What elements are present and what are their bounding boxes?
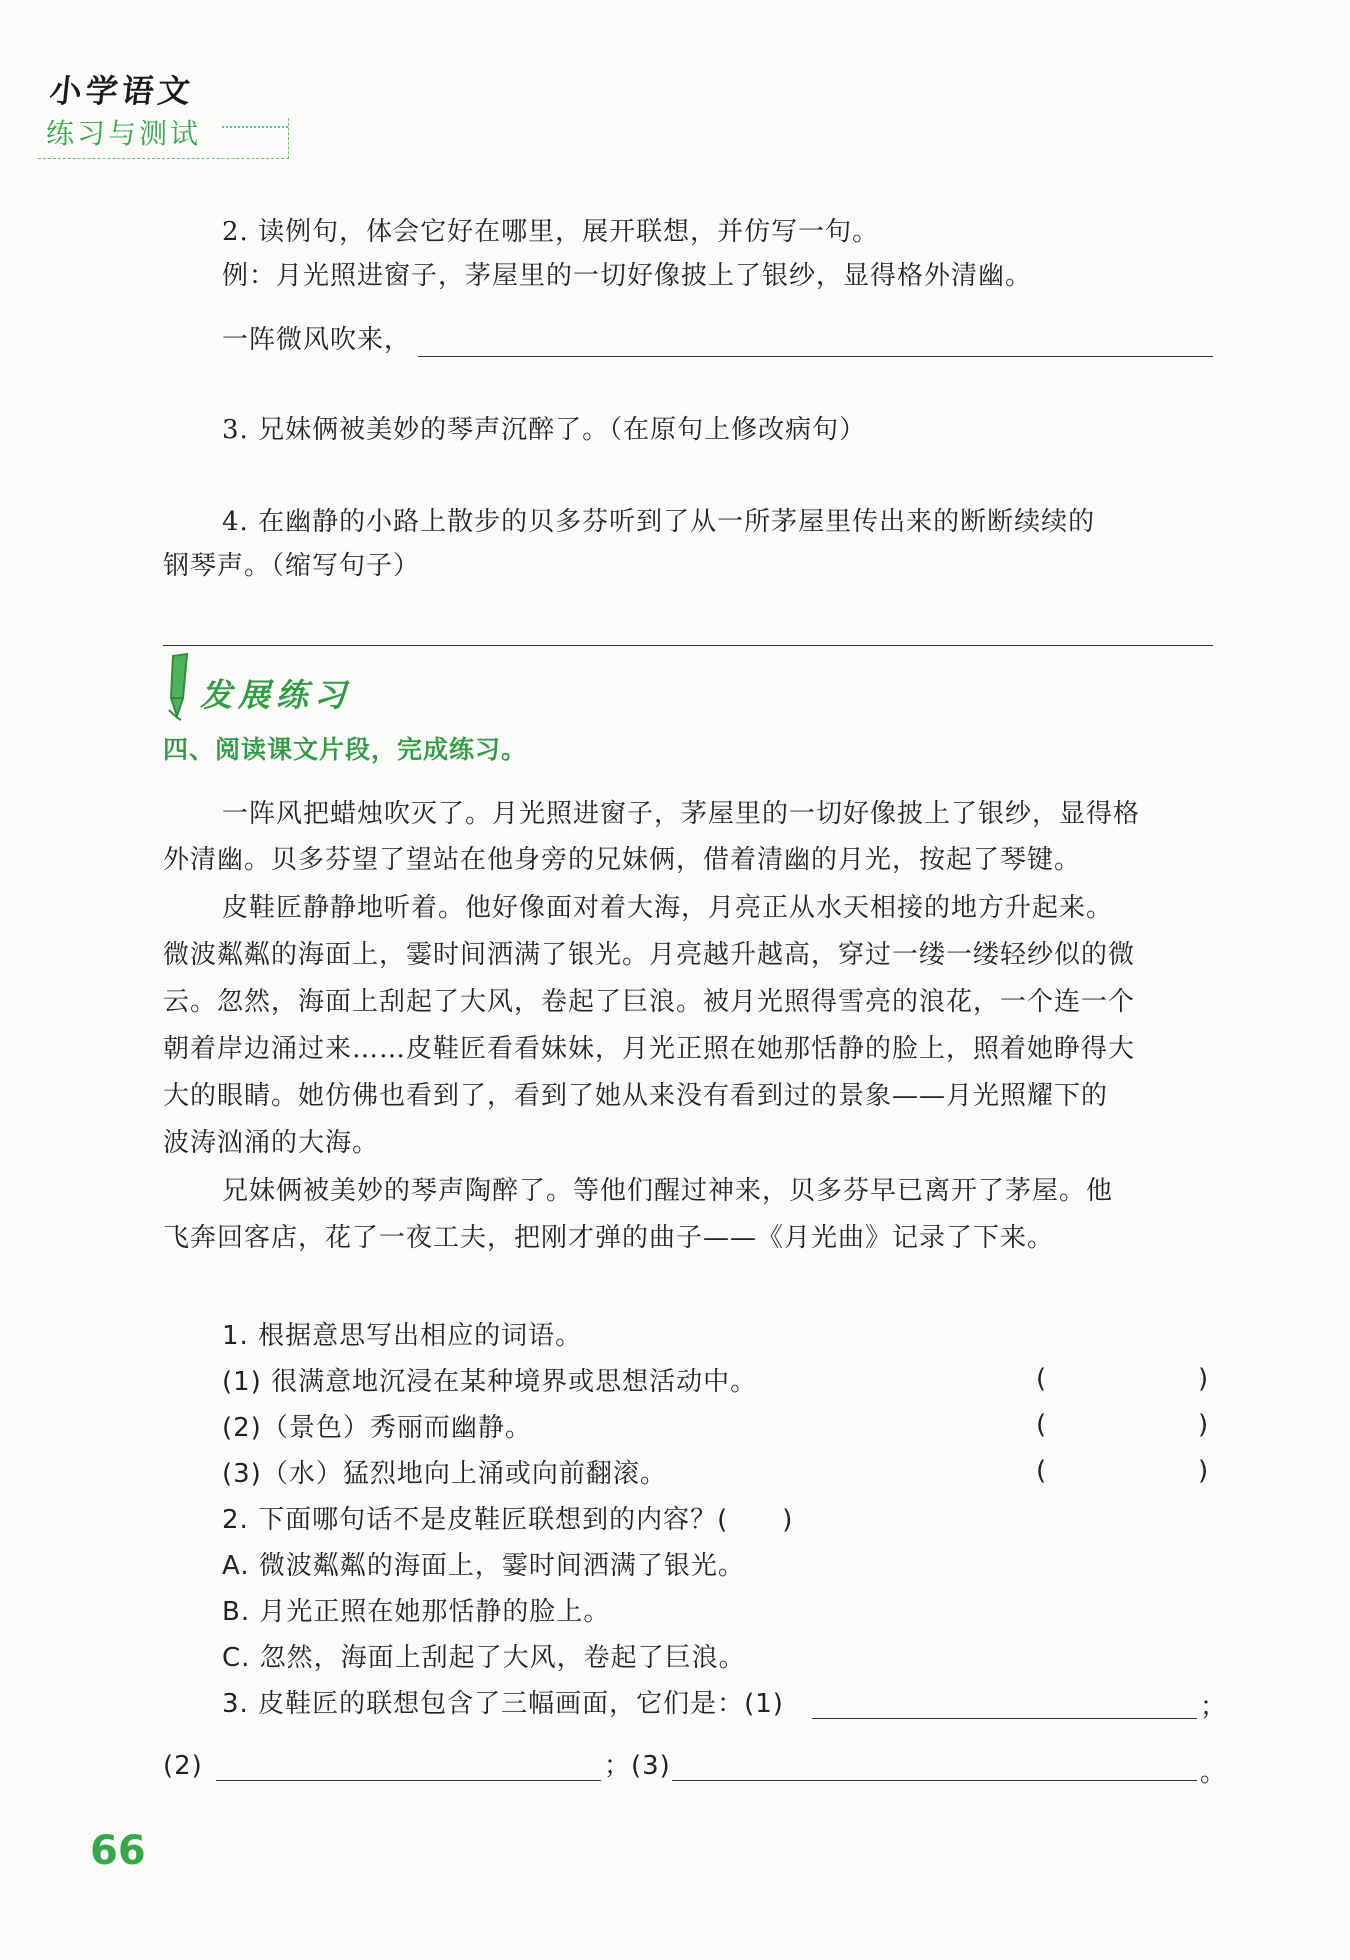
answer-paren-open: ( [1036, 1364, 1047, 1394]
exercise-3: 3. 皮鞋匠的联想包含了三幅画面，它们是：(1) [222, 1689, 784, 1719]
section-title: 发展练习 [200, 676, 353, 714]
q4-line2: 钢琴声。（缩写句子） [163, 551, 421, 581]
answer-paren-open: ( [1036, 1456, 1047, 1486]
q3-prompt: 3. 兄妹俩被美妙的琴声沉醉了。（在原句上修改病句） [222, 415, 867, 445]
book-title: 小学语文 [47, 72, 196, 110]
passage-line: 外清幽。贝多芬望了望站在他身旁的兄妹俩，借着清幽的月光，按起了琴键。 [163, 845, 1082, 875]
passage-line: 兄妹俩被美妙的琴声陶醉了。等他们醒过神来，贝多芬早已离开了茅屋。他 [222, 1176, 1114, 1206]
exercise-2: 2. 下面哪句话不是皮鞋匠联想到的内容？( ) [222, 1505, 794, 1535]
exercise-2-option-a: A. 微波粼粼的海面上，霎时间洒满了银光。 [222, 1551, 745, 1581]
q4-answer-line[interactable] [163, 645, 1213, 646]
exercise-3-answer-line-1[interactable] [812, 1718, 1197, 1719]
passage-line: 云。忽然，海面上刮起了大风，卷起了巨浪。被月光照得雪亮的浪花，一个连一个 [163, 987, 1136, 1017]
passage-line: 朝着岸边涌过来……皮鞋匠看看妹妹，月光正照在她那恬静的脸上，照着她睁得大 [163, 1034, 1136, 1064]
exercise-2-option-c: C. 忽然，海面上刮起了大风，卷起了巨浪。 [222, 1643, 746, 1673]
passage-line: 微波粼粼的海面上，霎时间洒满了银光。月亮越升越高，穿过一缕一缕轻纱似的微 [163, 940, 1136, 970]
answer-paren-open: ( [1036, 1410, 1047, 1440]
answer-paren-close: ) [1198, 1456, 1209, 1486]
passage-line: 一阵风把蜡烛吹灭了。月光照进窗子，茅屋里的一切好像披上了银纱，显得格 [222, 799, 1141, 829]
exercise-3-answer-line-3[interactable] [672, 1780, 1197, 1781]
passage-line: 波涛汹涌的大海。 [163, 1128, 380, 1158]
passage-line: 大的眼睛。她仿佛也看到了，看到了她从来没有看到过的景象——月光照耀下的 [163, 1081, 1109, 1111]
q4-line1: 4. 在幽静的小路上散步的贝多芬听到了从一所茅屋里传出来的断断续续的 [222, 507, 1096, 537]
q2-answer-line[interactable] [418, 356, 1213, 357]
q2-example: 例：月光照进窗子，茅屋里的一切好像披上了银纱，显得格外清幽。 [222, 261, 1033, 291]
exercise-1-item: (3)（水）猛烈地向上涌或向前翻滚。 [222, 1459, 667, 1489]
q2-lead: 一阵微风吹来， [222, 325, 412, 355]
exercise-3-semicolon: ； [1200, 1692, 1227, 1722]
q2-prompt: 2. 读例句，体会它好在哪里，展开联想，并仿写一句。 [222, 217, 880, 247]
passage-line: 皮鞋匠静静地听着。他好像面对着大海，月亮正从水天相接的地方升起来。 [222, 893, 1114, 923]
page-number: 66 [90, 1828, 146, 1874]
exercise-3-label-2: (2) [163, 1751, 203, 1781]
exercise-3-label-3: ；(3) [604, 1751, 671, 1781]
answer-paren-close: ) [1198, 1364, 1209, 1394]
exercise-1: 1. 根据意思写出相应的词语。 [222, 1321, 583, 1351]
exercise-3-period: 。 [1200, 1758, 1227, 1788]
book-subtitle: 练习与测试 [46, 117, 202, 150]
passage-line: 飞奔回客店，花了一夜工夫，把刚才弹的曲子——《月光曲》记录了下来。 [163, 1223, 1055, 1253]
header-dotted-line [222, 126, 288, 128]
section-subtitle: 四、阅读课文片段，完成练习。 [163, 735, 528, 764]
exercise-3-answer-line-2[interactable] [216, 1780, 601, 1781]
answer-paren-close: ) [1198, 1410, 1209, 1440]
pencil-icon [163, 652, 195, 722]
exercise-2-option-b: B. 月光正照在她那恬静的脸上。 [222, 1597, 611, 1627]
exercise-1-item: (1) 很满意地沉浸在某种境界或思想活动中。 [222, 1367, 758, 1397]
exercise-1-item: (2)（景色）秀丽而幽静。 [222, 1413, 532, 1443]
